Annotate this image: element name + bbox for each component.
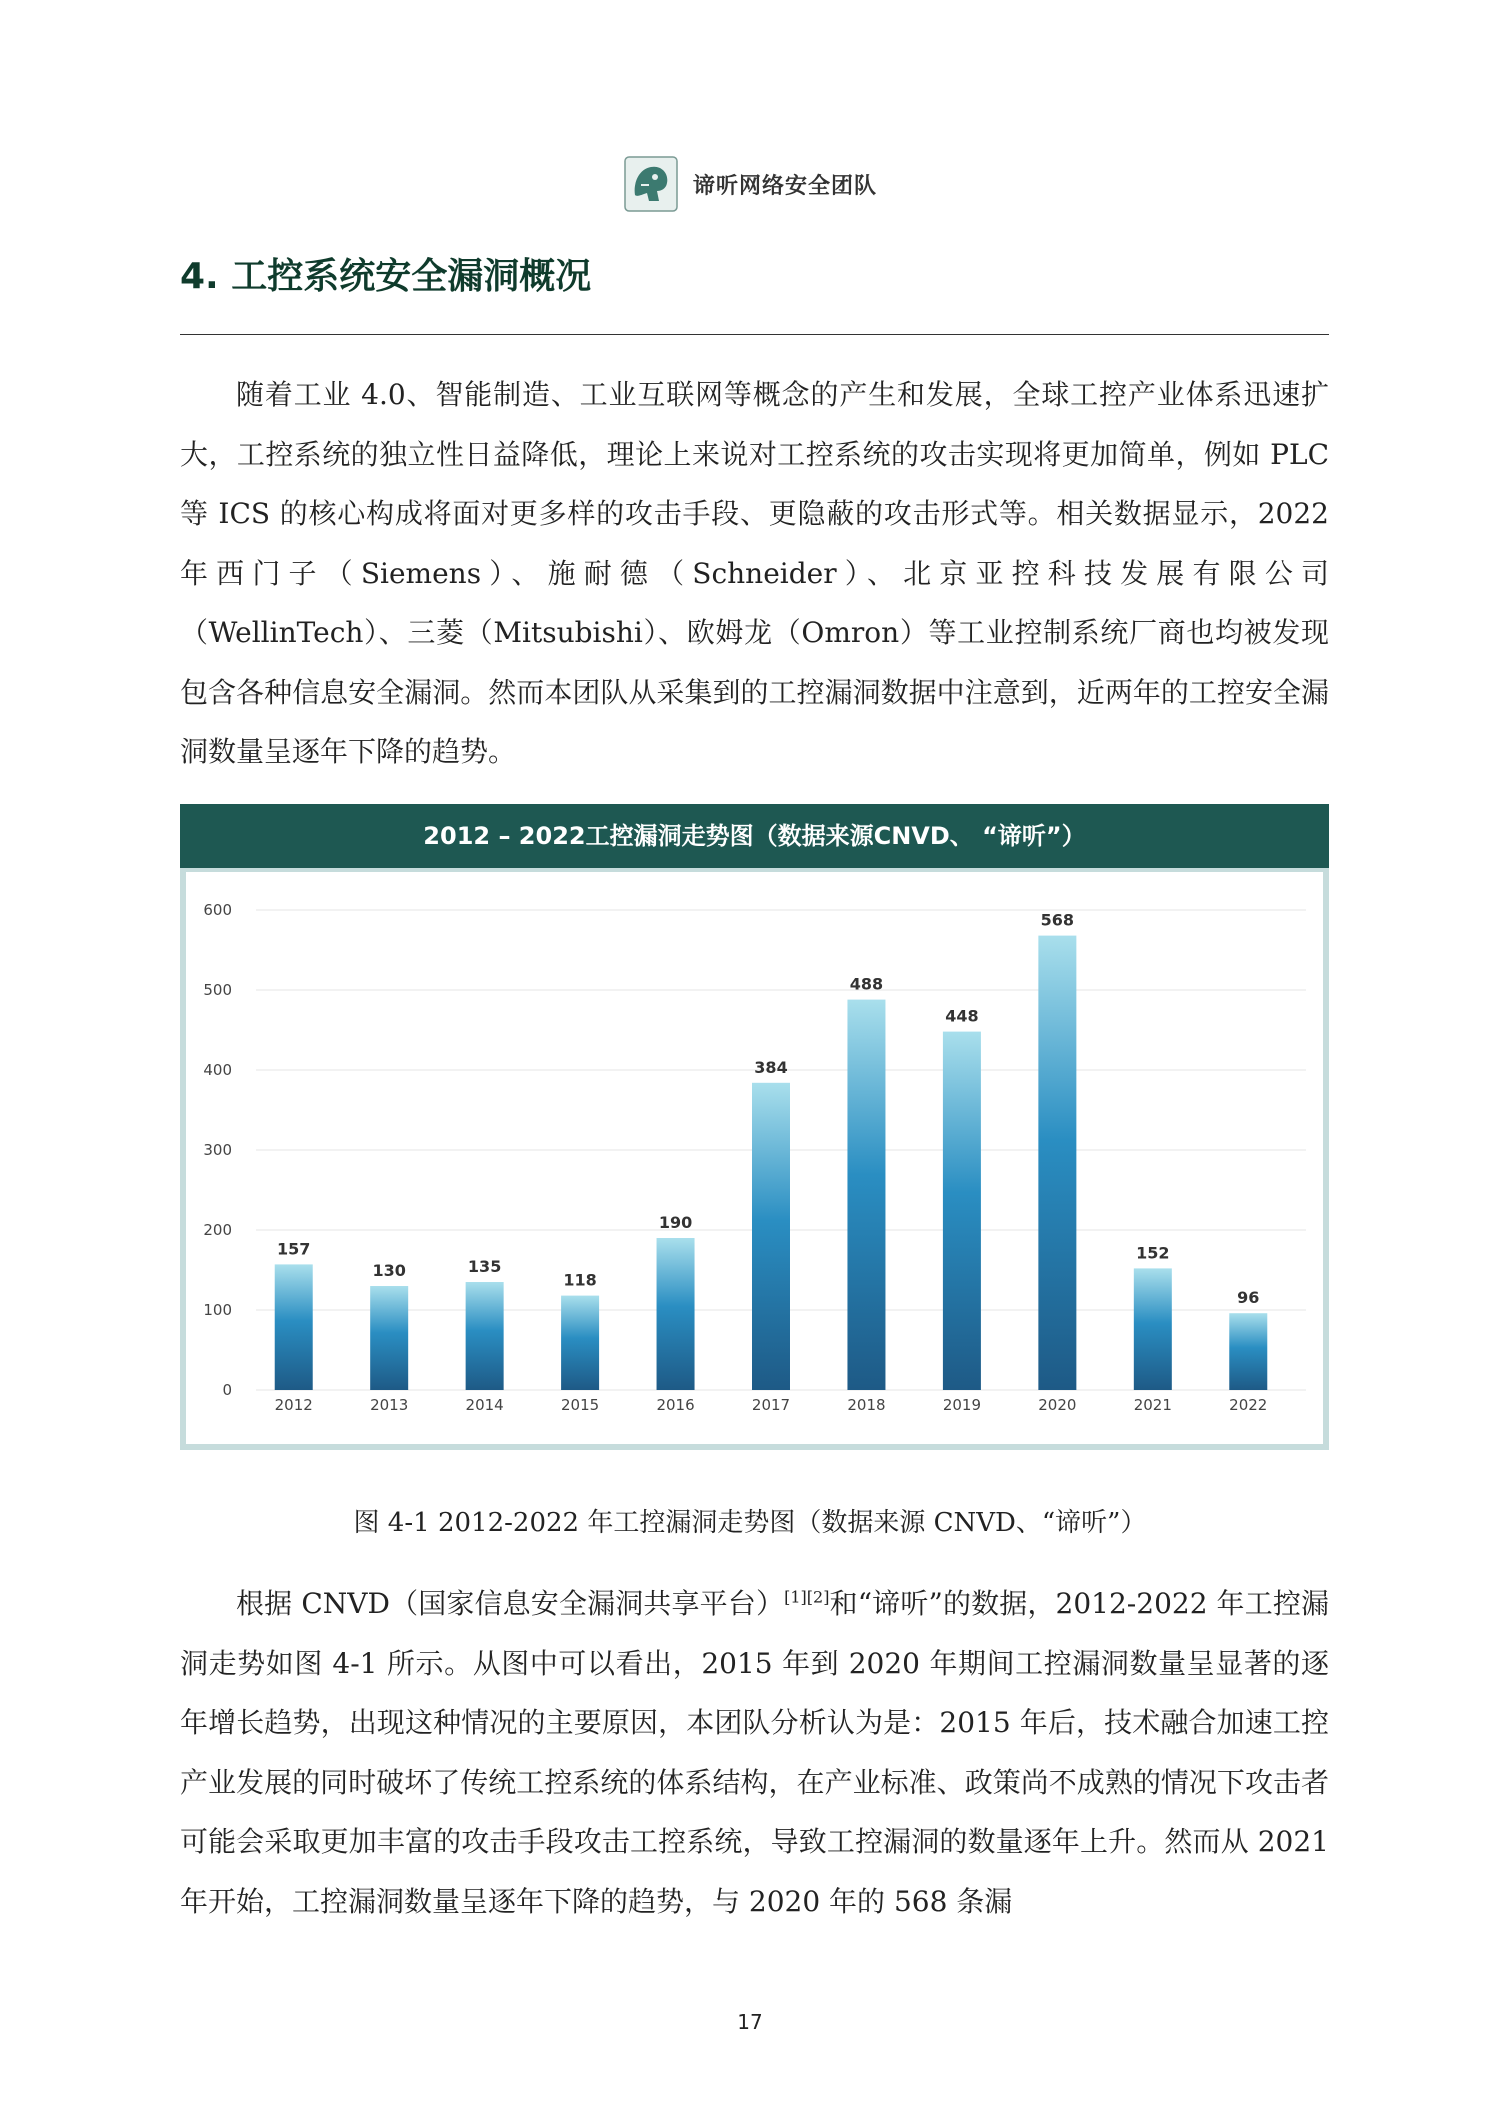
- analysis-text-start: 根据 CNVD（国家信息安全漏洞共享平台）: [236, 1587, 785, 1620]
- bar-2021: [1134, 1268, 1172, 1390]
- bar-2017: [752, 1083, 790, 1390]
- data-label-2021: 152: [1136, 1243, 1170, 1263]
- x-tick-label: 2012: [274, 1396, 313, 1414]
- data-label-2015: 118: [563, 1270, 597, 1290]
- x-tick-label: 2019: [942, 1396, 982, 1414]
- x-tick-label: 2013: [370, 1396, 409, 1414]
- data-label-2013: 130: [372, 1261, 406, 1280]
- analysis-text-rest: 和“谛听”的数据，2012-2022 年工控漏洞走势如图 4-1 所示。从图中可以看出，2015 年到 2020 年期间工控漏洞数量呈显著的逐年增长趋势，出现这种情况的主要原因，本团队分析认为是：2015 年后，技术融合加速工控产业发展的同时破坏了传统工控系统的体系结构，在产业标准、政策尚不成熟的情况下攻击者可能会采取更加丰富的攻击手段攻击工控系统，导致工控漏洞的数量逐年上升。然而从 2021 年开始，工控漏洞数量呈逐年下降的趋势，与 2020 年的 568 条漏: [180, 1587, 1329, 1918]
- data-label-2018: 488: [849, 974, 884, 994]
- y-tick-label: 400: [203, 1061, 232, 1079]
- x-tick-label: 2015: [560, 1396, 600, 1414]
- data-label-2012: 157: [277, 1239, 311, 1259]
- team-logo-icon: [623, 155, 679, 213]
- data-label-2022: 96: [1237, 1288, 1260, 1308]
- bar-2018: [847, 1000, 885, 1390]
- y-tick-label: 600: [203, 901, 232, 919]
- data-label-2019: 448: [945, 1006, 979, 1026]
- bar-2019: [943, 1032, 981, 1390]
- section-title: 4. 工控系统安全漏洞概况: [180, 256, 592, 297]
- analysis-paragraph: [180, 1574, 1329, 1931]
- citation-ref[interactable]: [1][2]: [784, 1587, 830, 1607]
- x-tick-label: 2016: [656, 1396, 695, 1414]
- data-label-2017: 384: [754, 1057, 788, 1077]
- figure-caption: 图 4-1 2012-2022 年工控漏洞走势图（数据来源 CNVD、“谛听”）: [353, 1508, 1147, 1538]
- y-tick-label: 0: [222, 1381, 232, 1399]
- x-tick-label: 2014: [465, 1396, 504, 1414]
- chart-plot-area: [186, 872, 1323, 1444]
- team-name: 谛听网络安全团队: [692, 173, 877, 199]
- data-label-2020: 568: [1040, 910, 1075, 930]
- page-number: 17: [737, 2010, 763, 2034]
- bar-2012: [275, 1264, 313, 1390]
- bar-2014: [466, 1282, 504, 1390]
- vulnerability-trend-chart: [180, 804, 1329, 1450]
- x-tick-label: 2017: [751, 1396, 791, 1414]
- bar-2020: [1038, 936, 1076, 1390]
- title-divider: [180, 334, 1329, 335]
- y-tick-label: 100: [203, 1301, 232, 1319]
- x-tick-label: 2020: [1038, 1396, 1077, 1414]
- data-label-2016: 190: [658, 1213, 693, 1232]
- bar-2013: [370, 1286, 408, 1390]
- chart-title: 2012 – 2022工控漏洞走势图（数据来源CNVD、 “谛听”）: [180, 804, 1329, 868]
- y-tick-label: 500: [203, 981, 232, 999]
- y-tick-label: 200: [203, 1221, 232, 1239]
- x-tick-label: 2022: [1229, 1396, 1268, 1414]
- bar-2015: [561, 1296, 599, 1390]
- bar-2022: [1229, 1313, 1267, 1390]
- chart-svg: [186, 872, 1323, 1444]
- x-tick-label: 2018: [847, 1396, 886, 1414]
- bar-2016: [657, 1238, 695, 1390]
- intro-paragraph: 随着工业 4.0、智能制造、工业互联网等概念的产生和发展，全球工控产业体系迅速扩大，工控系统的独立性日益降低，理论上来说对工控系统的攻击实现将更加简单，例如 PLC 等 ICS 的核心构成将面对更多样的攻击手段、更隐蔽的攻击形式等。相关数据显示，2022 年西门子（Siemens）、施耐德（Schneider）、北京亚控科技发展有限公司（WellinTech）、三菱（Mitsubishi）、欧姆龙（Omron）等工业控制系统厂商也均被发现包含各种信息安全漏洞。然而本团队从采集到的工控漏洞数据中注意到，近两年的工控安全漏洞数量呈逐年下降的趋势。: [180, 378, 1329, 768]
- y-tick-label: 300: [203, 1141, 232, 1159]
- page-header: [0, 155, 1500, 213]
- data-label-2014: 135: [467, 1257, 502, 1276]
- x-tick-label: 2021: [1133, 1396, 1172, 1414]
